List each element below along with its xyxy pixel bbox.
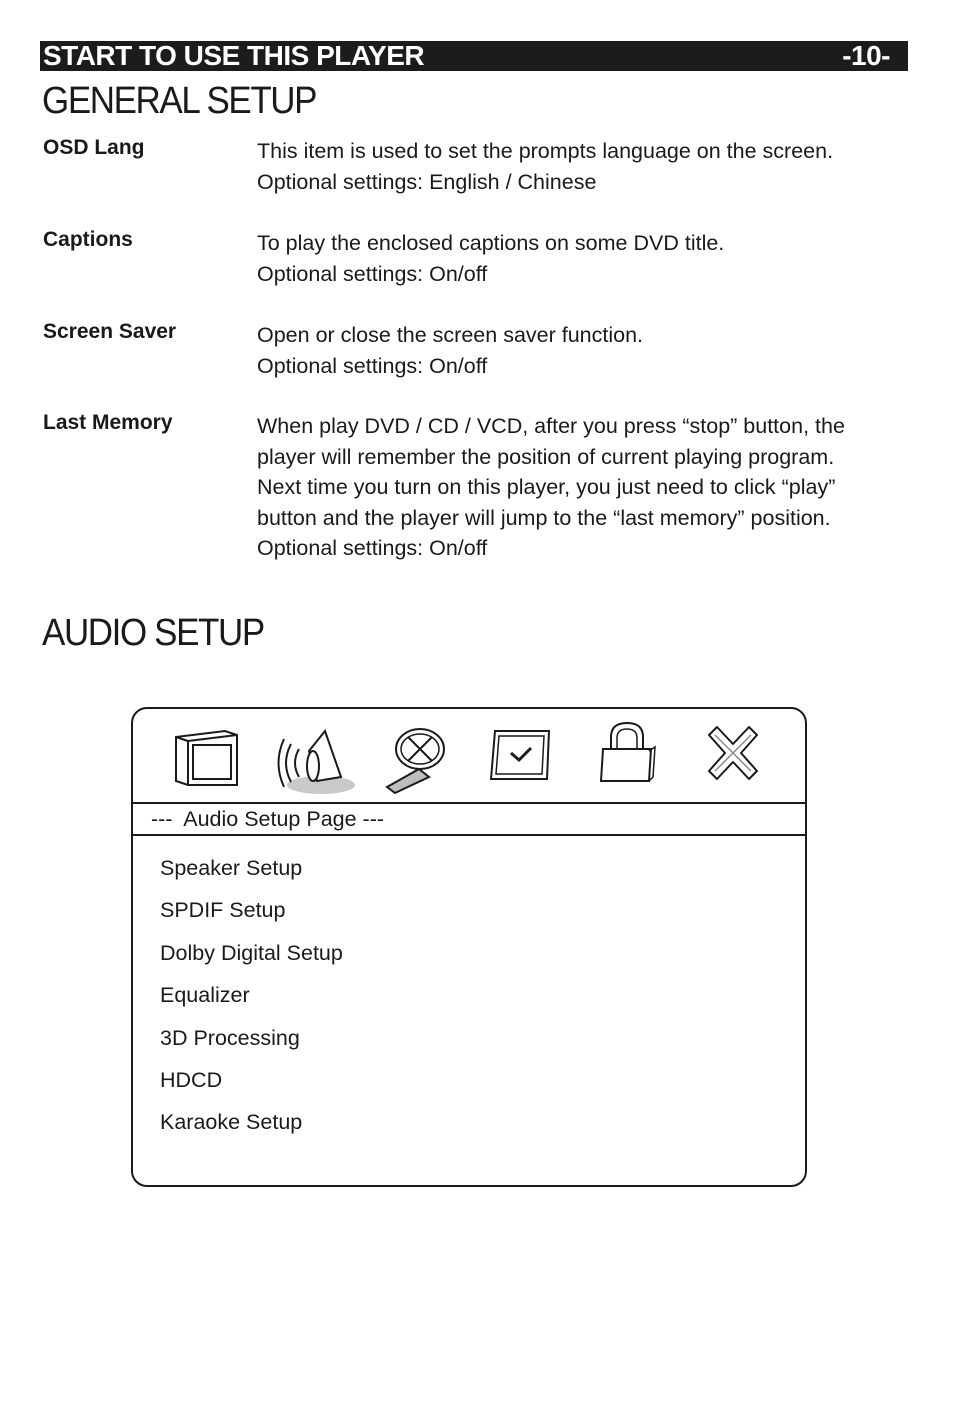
description-line: Optional settings: On/off <box>257 261 488 286</box>
setting-description <box>257 411 907 564</box>
setting-term: OSD Lang <box>43 136 145 159</box>
page-label: --- Audio Setup Page --- <box>151 807 385 831</box>
menu-item-karaoke-setup[interactable]: Karaoke Setup <box>160 1110 303 1135</box>
menu-item-dolby-digital-setup[interactable]: Dolby Digital Setup <box>160 940 343 965</box>
audio-setup-menu <box>131 707 807 1187</box>
setting-description <box>257 320 907 381</box>
description-line: button and the player will jump to the “last memory” position. <box>257 505 831 530</box>
description-line: Optional settings: On/off <box>257 536 488 561</box>
menu-icon-bar <box>133 709 805 803</box>
page-number: -10- <box>842 40 890 71</box>
checkbox-icon[interactable] <box>489 727 553 785</box>
description-line: This item is used to set the prompts language on the screen. <box>257 139 834 163</box>
menu-item-3d-processing[interactable]: 3D Processing <box>160 1025 300 1050</box>
menu-item-hdcd[interactable]: HDCD <box>160 1067 223 1092</box>
description-line: player will remember the position of current playing program. <box>257 444 835 469</box>
lock-icon[interactable] <box>597 719 657 785</box>
menu-item-equalizer[interactable]: Equalizer <box>160 983 250 1008</box>
section-header-title: START TO USE THIS PLAYER <box>43 40 425 71</box>
description-line: Optional settings: English / Chinese <box>257 169 597 194</box>
exit-x-icon[interactable] <box>705 725 761 783</box>
description-line: Next time you turn on this player, you just need to click “play” <box>257 475 836 500</box>
speaker-icon[interactable] <box>277 727 357 797</box>
setting-term: Screen Saver <box>43 320 177 343</box>
tv-icon[interactable] <box>173 727 243 789</box>
setting-description <box>257 228 907 289</box>
disc-icon[interactable] <box>383 725 453 795</box>
description-line: Open or close the screen saver function. <box>257 323 644 347</box>
description-line: When play DVD / CD / VCD, after you press “stop” button, the <box>257 414 845 438</box>
description-line: To play the enclosed captions on some DVD title. <box>257 231 725 255</box>
section-header-bar <box>40 41 908 71</box>
audio-menu-list <box>160 853 343 1150</box>
setting-description <box>257 136 907 197</box>
setting-term: Captions <box>43 228 133 251</box>
setting-term: Last Memory <box>43 411 173 434</box>
menu-item-spdif-setup[interactable]: SPDIF Setup <box>160 898 286 923</box>
audio-setup-page-bar <box>131 802 807 836</box>
audio-setup-title: AUDIO SETUP <box>42 612 264 654</box>
general-setup-title: GENERAL SETUP <box>42 80 317 122</box>
menu-item-speaker-setup[interactable]: Speaker Setup <box>160 856 303 880</box>
description-line: Optional settings: On/off <box>257 353 488 378</box>
